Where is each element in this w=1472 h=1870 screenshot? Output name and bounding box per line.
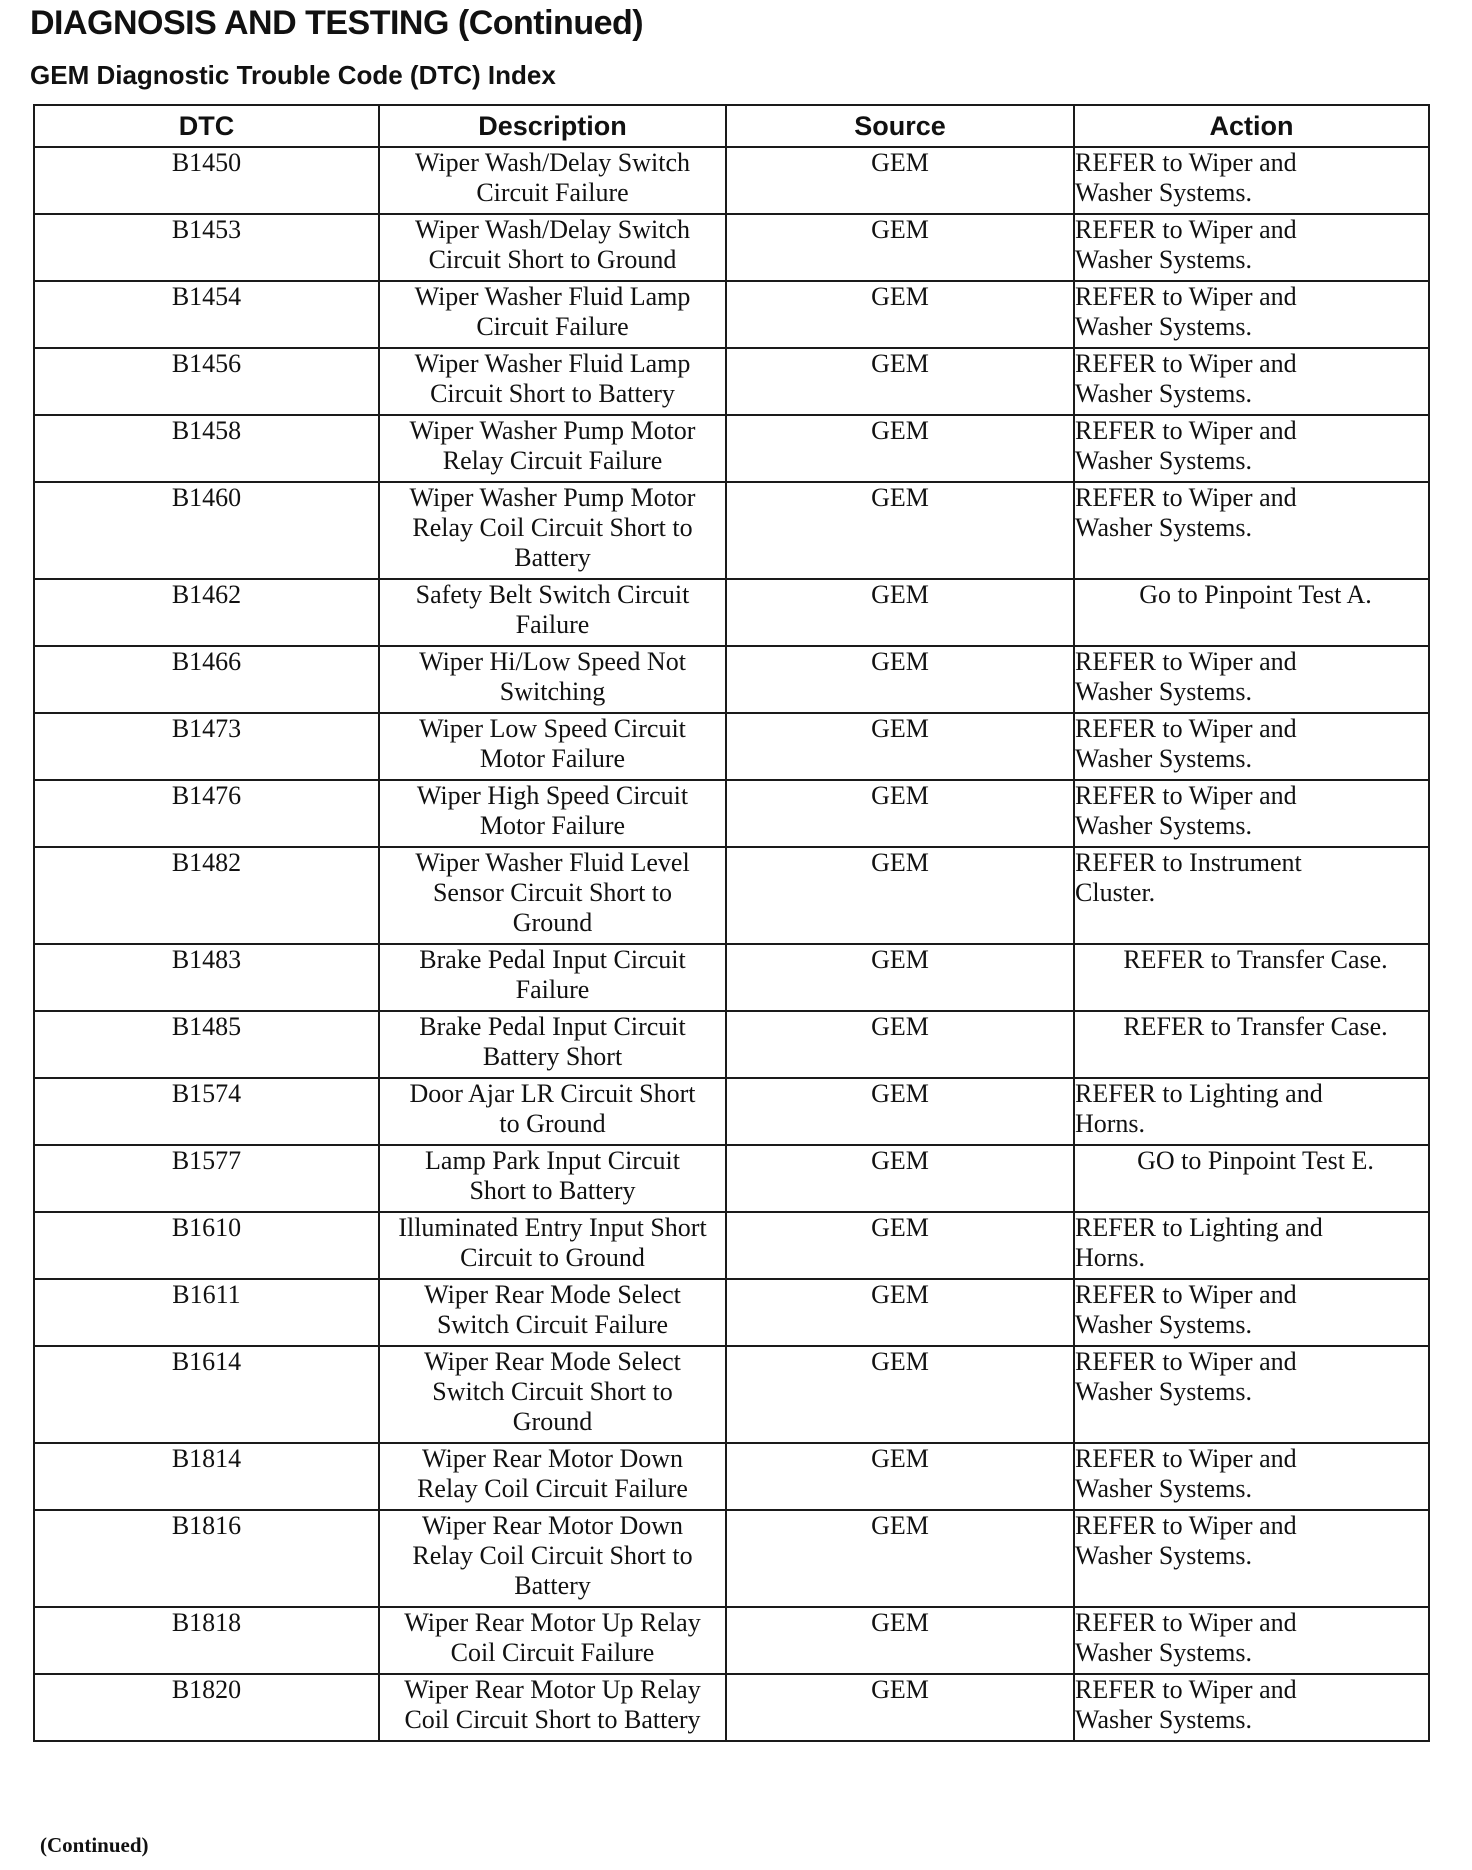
description-line: Wiper Rear Motor Down xyxy=(421,1511,684,1540)
table-row xyxy=(34,1011,1429,1078)
dtc-action xyxy=(1074,780,1429,847)
dtc-action xyxy=(1074,1078,1429,1145)
description-line: Switching xyxy=(499,677,606,706)
description-line: Motor Failure xyxy=(479,744,626,773)
description-line: Switch Circuit Short to xyxy=(432,1377,673,1406)
dtc-source: GEM xyxy=(726,415,1074,482)
dtc-action xyxy=(1074,415,1429,482)
dtc-action xyxy=(1074,348,1429,415)
dtc-description xyxy=(379,1279,726,1346)
action-line: REFER to Wiper and xyxy=(1075,714,1297,743)
table-row xyxy=(34,944,1429,1011)
description-line: Wiper Low Speed Circuit xyxy=(419,714,686,743)
dtc-description xyxy=(379,579,726,646)
dtc-action xyxy=(1074,944,1429,1011)
action-line: REFER to Wiper and xyxy=(1075,483,1297,512)
dtc-action xyxy=(1074,281,1429,348)
action-line: Horns. xyxy=(1075,1109,1146,1138)
description-line: Wiper Rear Mode Select xyxy=(424,1347,681,1376)
description-line: Wiper Rear Motor Up Relay xyxy=(404,1608,701,1637)
dtc-description xyxy=(379,1443,726,1510)
dtc-code: B1611 xyxy=(34,1279,379,1346)
description-line: Wiper Washer Pump Motor xyxy=(409,416,696,445)
description-line: Safety Belt Switch Circuit xyxy=(415,580,690,609)
column-header-action: Action xyxy=(1074,105,1429,147)
dtc-description xyxy=(379,713,726,780)
dtc-code: B1574 xyxy=(34,1078,379,1145)
description-line: Wiper Hi/Low Speed Not xyxy=(419,647,686,676)
description-line: Failure xyxy=(515,975,590,1004)
table-row xyxy=(34,1607,1429,1674)
description-line: Circuit Failure xyxy=(476,178,629,207)
dtc-action xyxy=(1074,1346,1429,1443)
dtc-action xyxy=(1074,147,1429,214)
action-line: REFER to Wiper and xyxy=(1075,349,1297,378)
table-row xyxy=(34,1674,1429,1741)
action-line: Washer Systems. xyxy=(1075,1474,1252,1503)
dtc-code: B1577 xyxy=(34,1145,379,1212)
column-header-dtc: DTC xyxy=(34,105,379,147)
description-line: Failure xyxy=(515,610,590,639)
dtc-description xyxy=(379,1510,726,1607)
dtc-source: GEM xyxy=(726,214,1074,281)
action-line: REFER to Wiper and xyxy=(1075,282,1297,311)
action-line: Washer Systems. xyxy=(1075,677,1252,706)
description-line: Illuminated Entry Input Short xyxy=(398,1213,707,1242)
dtc-action xyxy=(1074,1443,1429,1510)
description-line: Battery xyxy=(514,1571,591,1600)
dtc-source: GEM xyxy=(726,1674,1074,1741)
dtc-source: GEM xyxy=(726,780,1074,847)
action-line: REFER to Transfer Case. xyxy=(1123,945,1388,974)
action-line: REFER to Wiper and xyxy=(1075,781,1297,810)
description-line: Coil Circuit Failure xyxy=(450,1638,655,1667)
dtc-code: B1820 xyxy=(34,1674,379,1741)
description-line: Sensor Circuit Short to xyxy=(432,878,673,907)
description-line: Motor Failure xyxy=(479,811,626,840)
dtc-description xyxy=(379,780,726,847)
dtc-description xyxy=(379,348,726,415)
dtc-code: B1818 xyxy=(34,1607,379,1674)
action-line: Horns. xyxy=(1075,1243,1146,1272)
table-row xyxy=(34,1510,1429,1607)
dtc-description xyxy=(379,147,726,214)
dtc-source: GEM xyxy=(726,482,1074,579)
dtc-code: B1476 xyxy=(34,780,379,847)
dtc-code: B1816 xyxy=(34,1510,379,1607)
dtc-source: GEM xyxy=(726,944,1074,1011)
dtc-action xyxy=(1074,579,1429,646)
table-row xyxy=(34,1078,1429,1145)
dtc-source: GEM xyxy=(726,1279,1074,1346)
dtc-description xyxy=(379,646,726,713)
dtc-description xyxy=(379,482,726,579)
dtc-source: GEM xyxy=(726,1443,1074,1510)
table-body xyxy=(34,147,1429,1741)
dtc-description xyxy=(379,415,726,482)
dtc-code: B1485 xyxy=(34,1011,379,1078)
action-line: REFER to Wiper and xyxy=(1075,647,1297,676)
table-row xyxy=(34,415,1429,482)
description-line: Wiper Washer Fluid Lamp xyxy=(414,282,691,311)
action-line: REFER to Instrument xyxy=(1075,848,1302,877)
table-row xyxy=(34,1346,1429,1443)
dtc-action xyxy=(1074,713,1429,780)
dtc-source: GEM xyxy=(726,147,1074,214)
column-header-source: Source xyxy=(726,105,1074,147)
action-line: GO to Pinpoint Test E. xyxy=(1137,1146,1374,1175)
description-line: Wiper Rear Motor Down xyxy=(421,1444,684,1473)
dtc-action xyxy=(1074,1674,1429,1741)
dtc-action xyxy=(1074,646,1429,713)
dtc-source: GEM xyxy=(726,348,1074,415)
dtc-action xyxy=(1074,1510,1429,1607)
table-row xyxy=(34,1212,1429,1279)
description-line: Relay Coil Circuit Short to xyxy=(412,1541,693,1570)
action-line: REFER to Wiper and xyxy=(1075,215,1297,244)
description-line: Relay Circuit Failure xyxy=(442,446,663,475)
action-line: Washer Systems. xyxy=(1075,744,1252,773)
action-line: REFER to Wiper and xyxy=(1075,1511,1297,1540)
table-row xyxy=(34,214,1429,281)
table-row xyxy=(34,147,1429,214)
description-line: Circuit to Ground xyxy=(460,1243,645,1272)
description-line: Wiper Wash/Delay Switch xyxy=(414,215,691,244)
description-line: Wiper Washer Fluid Lamp xyxy=(414,349,691,378)
dtc-description xyxy=(379,1674,726,1741)
description-line: Battery xyxy=(514,543,591,572)
action-line: Washer Systems. xyxy=(1075,245,1252,274)
dtc-index-table xyxy=(33,104,1430,1742)
column-header-description: Description xyxy=(379,105,726,147)
dtc-source: GEM xyxy=(726,713,1074,780)
action-line: REFER to Wiper and xyxy=(1075,1675,1297,1704)
description-line: Battery Short xyxy=(482,1042,623,1071)
dtc-source: GEM xyxy=(726,1145,1074,1212)
dtc-action xyxy=(1074,1145,1429,1212)
table-title: GEM Diagnostic Trouble Code (DTC) Index xyxy=(30,60,556,90)
table-row xyxy=(34,1279,1429,1346)
action-line: Washer Systems. xyxy=(1075,1638,1252,1667)
description-line: Circuit Short to Ground xyxy=(428,245,677,274)
dtc-code: B1610 xyxy=(34,1212,379,1279)
dtc-source: GEM xyxy=(726,847,1074,944)
dtc-description xyxy=(379,1212,726,1279)
dtc-code: B1466 xyxy=(34,646,379,713)
dtc-action xyxy=(1074,214,1429,281)
dtc-code: B1473 xyxy=(34,713,379,780)
action-line: Go to Pinpoint Test A. xyxy=(1139,580,1372,609)
dtc-code: B1458 xyxy=(34,415,379,482)
table-row xyxy=(34,1145,1429,1212)
dtc-action xyxy=(1074,1607,1429,1674)
action-line: REFER to Lighting and xyxy=(1075,1079,1323,1108)
dtc-code: B1462 xyxy=(34,579,379,646)
dtc-source: GEM xyxy=(726,1510,1074,1607)
table-row xyxy=(34,281,1429,348)
description-line: Ground xyxy=(512,908,593,937)
description-line: Ground xyxy=(512,1407,593,1436)
table-row xyxy=(34,847,1429,944)
description-line: Coil Circuit Short to Battery xyxy=(404,1705,701,1734)
description-line: Wiper High Speed Circuit xyxy=(416,781,689,810)
description-line: Lamp Park Input Circuit xyxy=(425,1146,680,1175)
dtc-source: GEM xyxy=(726,1078,1074,1145)
action-line: REFER to Wiper and xyxy=(1075,1280,1297,1309)
page-title: DIAGNOSIS AND TESTING (Continued) xyxy=(30,4,644,42)
dtc-description xyxy=(379,1011,726,1078)
dtc-action xyxy=(1074,482,1429,579)
dtc-source: GEM xyxy=(726,1011,1074,1078)
dtc-code: B1450 xyxy=(34,147,379,214)
table-row xyxy=(34,713,1429,780)
dtc-description xyxy=(379,281,726,348)
dtc-action xyxy=(1074,1011,1429,1078)
dtc-source: GEM xyxy=(726,1607,1074,1674)
dtc-source: GEM xyxy=(726,1212,1074,1279)
description-line: Short to Battery xyxy=(469,1176,636,1205)
action-line: REFER to Lighting and xyxy=(1075,1213,1323,1242)
dtc-description xyxy=(379,847,726,944)
action-line: REFER to Wiper and xyxy=(1075,416,1297,445)
table-row xyxy=(34,1443,1429,1510)
table-row xyxy=(34,579,1429,646)
dtc-action xyxy=(1074,847,1429,944)
dtc-source: GEM xyxy=(726,646,1074,713)
dtc-code: B1814 xyxy=(34,1443,379,1510)
action-line: REFER to Wiper and xyxy=(1075,148,1297,177)
table-row xyxy=(34,348,1429,415)
action-line: Washer Systems. xyxy=(1075,811,1252,840)
dtc-action xyxy=(1074,1279,1429,1346)
action-line: Washer Systems. xyxy=(1075,446,1252,475)
description-line: Circuit Short to Battery xyxy=(430,379,675,408)
action-line: REFER to Wiper and xyxy=(1075,1608,1297,1637)
description-line: Circuit Failure xyxy=(476,312,629,341)
action-line: Washer Systems. xyxy=(1075,513,1252,542)
table-row xyxy=(34,780,1429,847)
dtc-description xyxy=(379,944,726,1011)
dtc-code: B1460 xyxy=(34,482,379,579)
action-line: REFER to Wiper and xyxy=(1075,1444,1297,1473)
action-line: Washer Systems. xyxy=(1075,312,1252,341)
action-line: REFER to Wiper and xyxy=(1075,1347,1297,1376)
dtc-source: GEM xyxy=(726,281,1074,348)
action-line: Washer Systems. xyxy=(1075,1541,1252,1570)
dtc-action xyxy=(1074,1212,1429,1279)
description-line: Wiper Wash/Delay Switch xyxy=(414,148,691,177)
table-row xyxy=(34,646,1429,713)
action-line: Washer Systems. xyxy=(1075,1310,1252,1339)
description-line: Wiper Washer Pump Motor xyxy=(409,483,696,512)
dtc-description xyxy=(379,214,726,281)
description-line: Switch Circuit Failure xyxy=(436,1310,669,1339)
dtc-code: B1482 xyxy=(34,847,379,944)
description-line: Door Ajar LR Circuit Short xyxy=(409,1079,696,1108)
action-line: REFER to Transfer Case. xyxy=(1123,1012,1388,1041)
action-line: Cluster. xyxy=(1075,878,1156,907)
table-header-row xyxy=(34,105,1429,147)
description-line: Wiper Rear Motor Up Relay xyxy=(404,1675,701,1704)
table-row xyxy=(34,482,1429,579)
description-line: Wiper Washer Fluid Level xyxy=(415,848,690,877)
dtc-source: GEM xyxy=(726,1346,1074,1443)
dtc-source: GEM xyxy=(726,579,1074,646)
dtc-code: B1614 xyxy=(34,1346,379,1443)
dtc-description xyxy=(379,1145,726,1212)
description-line: to Ground xyxy=(499,1109,606,1138)
action-line: Washer Systems. xyxy=(1075,1377,1252,1406)
action-line: Washer Systems. xyxy=(1075,178,1252,207)
continued-note: (Continued) xyxy=(40,1833,149,1857)
dtc-code: B1483 xyxy=(34,944,379,1011)
dtc-code: B1456 xyxy=(34,348,379,415)
dtc-description xyxy=(379,1078,726,1145)
description-line: Wiper Rear Mode Select xyxy=(424,1280,681,1309)
description-line: Relay Coil Circuit Short to xyxy=(412,513,693,542)
action-line: Washer Systems. xyxy=(1075,379,1252,408)
dtc-description xyxy=(379,1346,726,1443)
dtc-code: B1454 xyxy=(34,281,379,348)
description-line: Relay Coil Circuit Failure xyxy=(417,1474,688,1503)
description-line: Brake Pedal Input Circuit xyxy=(419,1012,686,1041)
dtc-description xyxy=(379,1607,726,1674)
action-line: Washer Systems. xyxy=(1075,1705,1252,1734)
dtc-code: B1453 xyxy=(34,214,379,281)
description-line: Brake Pedal Input Circuit xyxy=(419,945,686,974)
